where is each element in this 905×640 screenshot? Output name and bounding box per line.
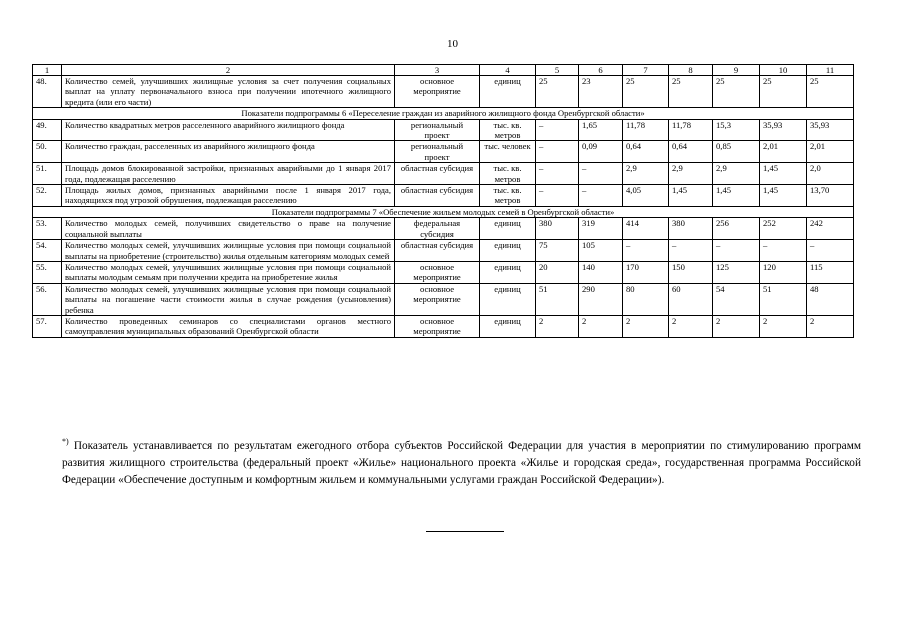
header-cell: 10 <box>760 65 807 76</box>
table-row <box>33 141 854 163</box>
unit-cell: единиц <box>480 76 536 108</box>
value-cell: 2,0 <box>807 163 854 185</box>
indicators-table <box>32 64 854 338</box>
unit-cell: единиц <box>480 283 536 315</box>
value-cell: – <box>579 163 623 185</box>
value-cell: 48 <box>807 283 854 315</box>
value-cell: 1,45 <box>669 185 713 207</box>
value-cell: – <box>536 185 579 207</box>
indicator-name: Количество молодых семей, улучшивших жилищные условия при помощи социальной выплаты на приобретение (строительство) жилья отдельным категориям молодых семей <box>62 240 395 262</box>
value-cell: 15,3 <box>713 119 760 141</box>
indicator-name: Площадь домов блокированной застройки, признанных аварийными до 1 января 2017 года, подлежащая расселению <box>62 163 395 185</box>
row-number: 54. <box>33 240 62 262</box>
indicator-type: региональный проект <box>395 119 480 141</box>
indicator-name: Количество граждан, расселенных из аварийного жилищного фонда <box>62 141 395 163</box>
value-cell: 4,05 <box>623 185 669 207</box>
value-cell: 60 <box>669 283 713 315</box>
indicator-name: Количество молодых семей, улучшивших жилищные условия при помощи социальной выплаты молодым семьям при получении кредита на приобретение жилья <box>62 261 395 283</box>
value-cell: 414 <box>623 218 669 240</box>
value-cell: 242 <box>807 218 854 240</box>
header-cell: 3 <box>395 65 480 76</box>
value-cell: 2 <box>623 315 669 337</box>
row-number: 57. <box>33 315 62 337</box>
table-row <box>33 283 854 315</box>
value-cell: 23 <box>579 76 623 108</box>
value-cell: 2 <box>669 315 713 337</box>
value-cell: 256 <box>713 218 760 240</box>
header-cell: 2 <box>62 65 395 76</box>
table-row <box>33 119 854 141</box>
table-row <box>33 185 854 207</box>
value-cell: 380 <box>536 218 579 240</box>
section-header-row <box>33 108 854 119</box>
value-cell: 51 <box>760 283 807 315</box>
unit-cell: тыс. кв. метров <box>480 163 536 185</box>
value-cell: 105 <box>579 240 623 262</box>
value-cell: 0,85 <box>713 141 760 163</box>
value-cell: 1,45 <box>713 185 760 207</box>
value-cell: 25 <box>713 76 760 108</box>
header-cell: 7 <box>623 65 669 76</box>
row-number: 53. <box>33 218 62 240</box>
row-number: 48. <box>33 76 62 108</box>
header-cell: 9 <box>713 65 760 76</box>
indicator-name: Количество проведенных семинаров со специалистами органов местного самоуправления муниципальных образований Оренбургской области <box>62 315 395 337</box>
indicator-name: Количество квадратных метров расселенного аварийного жилищного фонда <box>62 119 395 141</box>
value-cell: – <box>579 185 623 207</box>
value-cell: – <box>713 240 760 262</box>
indicator-type: основное мероприятие <box>395 315 480 337</box>
value-cell: 120 <box>760 261 807 283</box>
unit-cell: тыс. человек <box>480 141 536 163</box>
value-cell: 25 <box>623 76 669 108</box>
value-cell: – <box>536 141 579 163</box>
header-cell: 4 <box>480 65 536 76</box>
value-cell: 0,09 <box>579 141 623 163</box>
unit-cell: единиц <box>480 261 536 283</box>
section-title: Показатели подпрограммы 7 «Обеспечение жильем молодых семей в Оренбургской области» <box>33 206 854 217</box>
value-cell: 20 <box>536 261 579 283</box>
value-cell: 25 <box>669 76 713 108</box>
table-header-row <box>33 65 854 76</box>
value-cell: 2 <box>807 315 854 337</box>
table-row <box>33 315 854 337</box>
unit-cell: тыс. кв. метров <box>480 119 536 141</box>
value-cell: – <box>807 240 854 262</box>
header-cell: 11 <box>807 65 854 76</box>
unit-cell: единиц <box>480 315 536 337</box>
unit-cell: тыс. кв. метров <box>480 185 536 207</box>
indicator-name: Количество молодых семей, улучшивших жилищные условия при помощи социальной выплаты на погашение части стоимости жилья в случае рождения (усыновления) ребенка <box>62 283 395 315</box>
value-cell: – <box>623 240 669 262</box>
value-cell: 25 <box>760 76 807 108</box>
value-cell: 51 <box>536 283 579 315</box>
value-cell: 13,70 <box>807 185 854 207</box>
row-number: 56. <box>33 283 62 315</box>
table-row <box>33 76 854 108</box>
value-cell: 54 <box>713 283 760 315</box>
indicator-type: региональный проект <box>395 141 480 163</box>
indicator-name: Количество молодых семей, получивших свидетельство о праве на получение социальной выплаты <box>62 218 395 240</box>
value-cell: 2,01 <box>760 141 807 163</box>
value-cell: 1,45 <box>760 185 807 207</box>
value-cell: 290 <box>579 283 623 315</box>
indicator-type: областная субсидия <box>395 185 480 207</box>
unit-cell: единиц <box>480 240 536 262</box>
separator-line <box>426 531 504 532</box>
indicator-type: основное мероприятие <box>395 283 480 315</box>
page-number: 10 <box>447 38 458 50</box>
footnote <box>62 438 861 489</box>
value-cell: 0,64 <box>669 141 713 163</box>
value-cell: 25 <box>536 76 579 108</box>
table-row <box>33 240 854 262</box>
value-cell: 2 <box>536 315 579 337</box>
value-cell: 35,93 <box>760 119 807 141</box>
value-cell: – <box>536 163 579 185</box>
row-number: 55. <box>33 261 62 283</box>
section-header-row <box>33 206 854 217</box>
value-cell: 380 <box>669 218 713 240</box>
row-number: 50. <box>33 141 62 163</box>
value-cell: – <box>536 119 579 141</box>
table-row <box>33 261 854 283</box>
row-number: 49. <box>33 119 62 141</box>
value-cell: 2 <box>579 315 623 337</box>
indicator-type: областная субсидия <box>395 163 480 185</box>
indicator-type: областная субсидия <box>395 240 480 262</box>
value-cell: 170 <box>623 261 669 283</box>
row-number: 51. <box>33 163 62 185</box>
header-cell: 1 <box>33 65 62 76</box>
value-cell: 125 <box>713 261 760 283</box>
value-cell: 319 <box>579 218 623 240</box>
value-cell: 2,9 <box>623 163 669 185</box>
value-cell: 2,9 <box>669 163 713 185</box>
value-cell: 75 <box>536 240 579 262</box>
value-cell: 140 <box>579 261 623 283</box>
table-row <box>33 163 854 185</box>
footnote-text: Показатель устанавливается по результатам ежегодного отбора субъектов Российской Федерации для участия в мероприятии по стимулированию программ развития жилищного строительства (федеральный проект «Жилье» национального проекта «Жилье и городская среда», государственная программа Российской Федерации «Обеспечение доступным и комфортным жильем и коммунальными услугами граждан Российской Федерации»). <box>62 440 861 486</box>
value-cell: 1,65 <box>579 119 623 141</box>
value-cell: 2 <box>760 315 807 337</box>
value-cell: 115 <box>807 261 854 283</box>
value-cell: 2,01 <box>807 141 854 163</box>
table-row <box>33 218 854 240</box>
section-title: Показатели подпрограммы 6 «Переселение граждан из аварийного жилищного фонда Оренбургской области» <box>33 108 854 119</box>
indicator-name: Площадь жилых домов, признанных аварийными после 1 января 2017 года, находящихся под угрозой обрушения, подлежащая расселению <box>62 185 395 207</box>
value-cell: 11,78 <box>669 119 713 141</box>
value-cell: – <box>760 240 807 262</box>
value-cell: 80 <box>623 283 669 315</box>
footnote-mark: *) <box>62 437 69 447</box>
value-cell: 252 <box>760 218 807 240</box>
indicator-type: основное мероприятие <box>395 261 480 283</box>
row-number: 52. <box>33 185 62 207</box>
header-cell: 5 <box>536 65 579 76</box>
value-cell: 2 <box>713 315 760 337</box>
indicator-type: основное мероприятие <box>395 76 480 108</box>
header-cell: 6 <box>579 65 623 76</box>
value-cell: 150 <box>669 261 713 283</box>
value-cell: 0,64 <box>623 141 669 163</box>
value-cell: 1,45 <box>760 163 807 185</box>
indicator-type: федеральная субсидия <box>395 218 480 240</box>
value-cell: 2,9 <box>713 163 760 185</box>
value-cell: 11,78 <box>623 119 669 141</box>
indicator-name: Количество семей, улучшивших жилищные условия за счет получения социальных выплат на уплату первоначального взноса при получении ипотечного жилищного кредита (или его части) <box>62 76 395 108</box>
header-cell: 8 <box>669 65 713 76</box>
value-cell: 35,93 <box>807 119 854 141</box>
unit-cell: единиц <box>480 218 536 240</box>
value-cell: 25 <box>807 76 854 108</box>
value-cell: – <box>669 240 713 262</box>
